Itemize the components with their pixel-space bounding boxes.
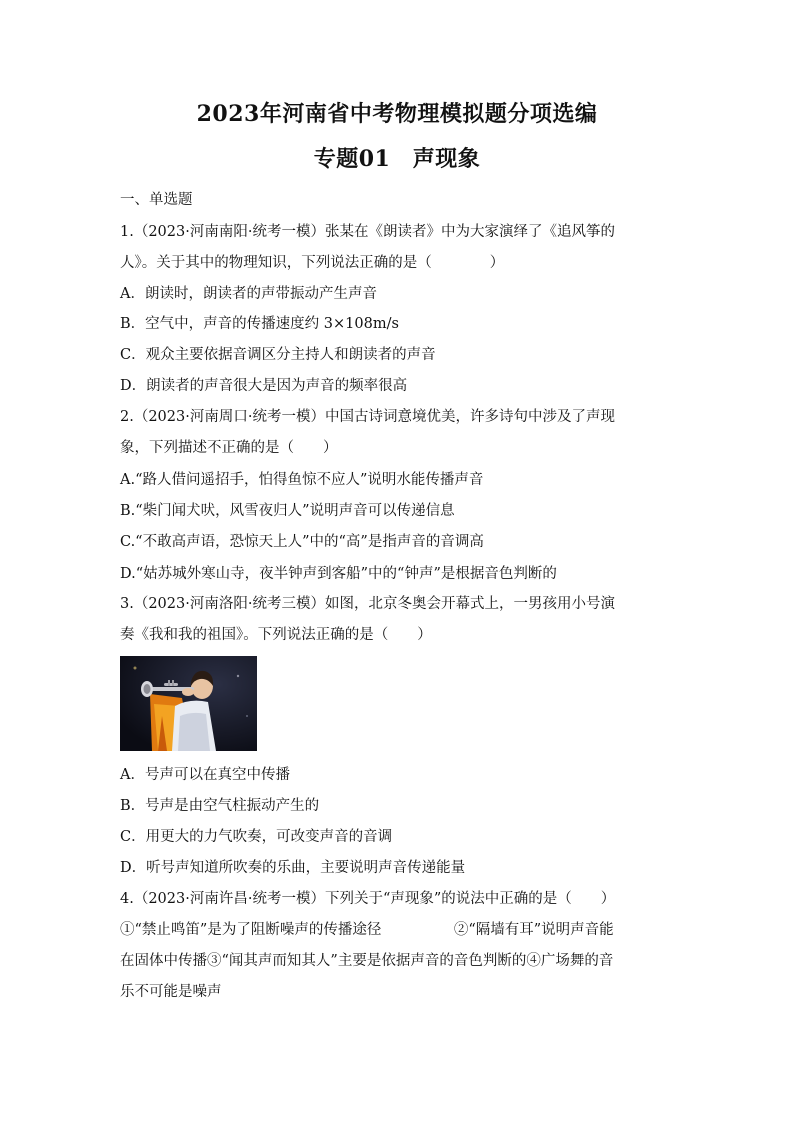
q1-option-a: A．朗读时，朗读者的声带振动产生声音 xyxy=(120,286,377,302)
q3-option-c: C．用更大的力气吹奏，可改变声音的音调 xyxy=(120,829,393,845)
q2-stem-line-2: 象，下列描述不正确的是（ ） xyxy=(120,440,338,456)
q1-stem-line-1: 1.（2023·河南南阳·统考一模）张某在《朗读者》中为大家演绎了《追风筝的 xyxy=(120,224,615,240)
q2-stem-line-1: 2.（2023·河南周口·统考一模）中国古诗词意境优美，许多诗句中涉及了声现 xyxy=(120,409,615,425)
q2-option-d: D.“姑苏城外寒山寺，夜半钟声到客船”中的“钟声”是根据音色判断的 xyxy=(120,566,557,582)
q1-option-b: B．空气中，声音的传播速度约 3×108m/s xyxy=(120,316,399,332)
q4-stem-line-2: ①“禁止鸣笛”是为了阻断噪声的传播途径 ②“隔墙有耳”说明声音能 xyxy=(120,922,614,938)
q3-stem-line-2: 奏《我和我的祖国》。下列说法正确的是（ ） xyxy=(120,627,432,643)
q3-option-a: A．号声可以在真空中传播 xyxy=(120,767,290,783)
document-title: 2023年河南省中考物理模拟题分项选编 xyxy=(196,101,598,127)
q1-option-c: C．观众主要依据音调区分主持人和朗读者的声音 xyxy=(120,347,436,363)
document-subtitle: 专题01 声现象 xyxy=(313,146,481,172)
q3-option-d: D．听号声知道所吹奏的乐曲，主要说明声音传递能量 xyxy=(120,860,466,876)
q2-option-c: C.“不敢高声语，恐惊天上人”中的“高”是指声音的音调高 xyxy=(120,534,484,550)
trumpet-boy-photo xyxy=(120,656,257,751)
q3-stem-line-1: 3.（2023·河南洛阳·统考三模）如图，北京冬奥会开幕式上，一男孩用小号演 xyxy=(120,596,615,612)
q4-stem-line-4: 乐不可能是噪声 xyxy=(120,984,222,1000)
q1-option-d: D．朗读者的声音很大是因为声音的频率很高 xyxy=(120,378,408,394)
q2-option-b: B.“柴门闻犬吠，风雪夜归人”说明声音可以传递信息 xyxy=(120,503,455,519)
q4-stem-line-1: 4.（2023·河南许昌·统考一模）下列关于“声现象”的说法中正确的是（ ） xyxy=(120,891,616,907)
q4-stem-line-3: 在固体中传播③“闻其声而知其人”主要是依据声音的音色判断的④广场舞的音 xyxy=(120,953,614,969)
trumpet-boy-illustration xyxy=(120,656,257,751)
q2-option-a: A.“路人借问遥招手，怕得鱼惊不应人”说明水能传播声音 xyxy=(120,472,484,488)
section-heading: 一、单选题 xyxy=(120,192,193,208)
q1-stem-line-2: 人》。关于其中的物理知识，下列说法正确的是（ ） xyxy=(120,255,505,271)
q3-option-b: B．号声是由空气柱振动产生的 xyxy=(120,798,320,814)
